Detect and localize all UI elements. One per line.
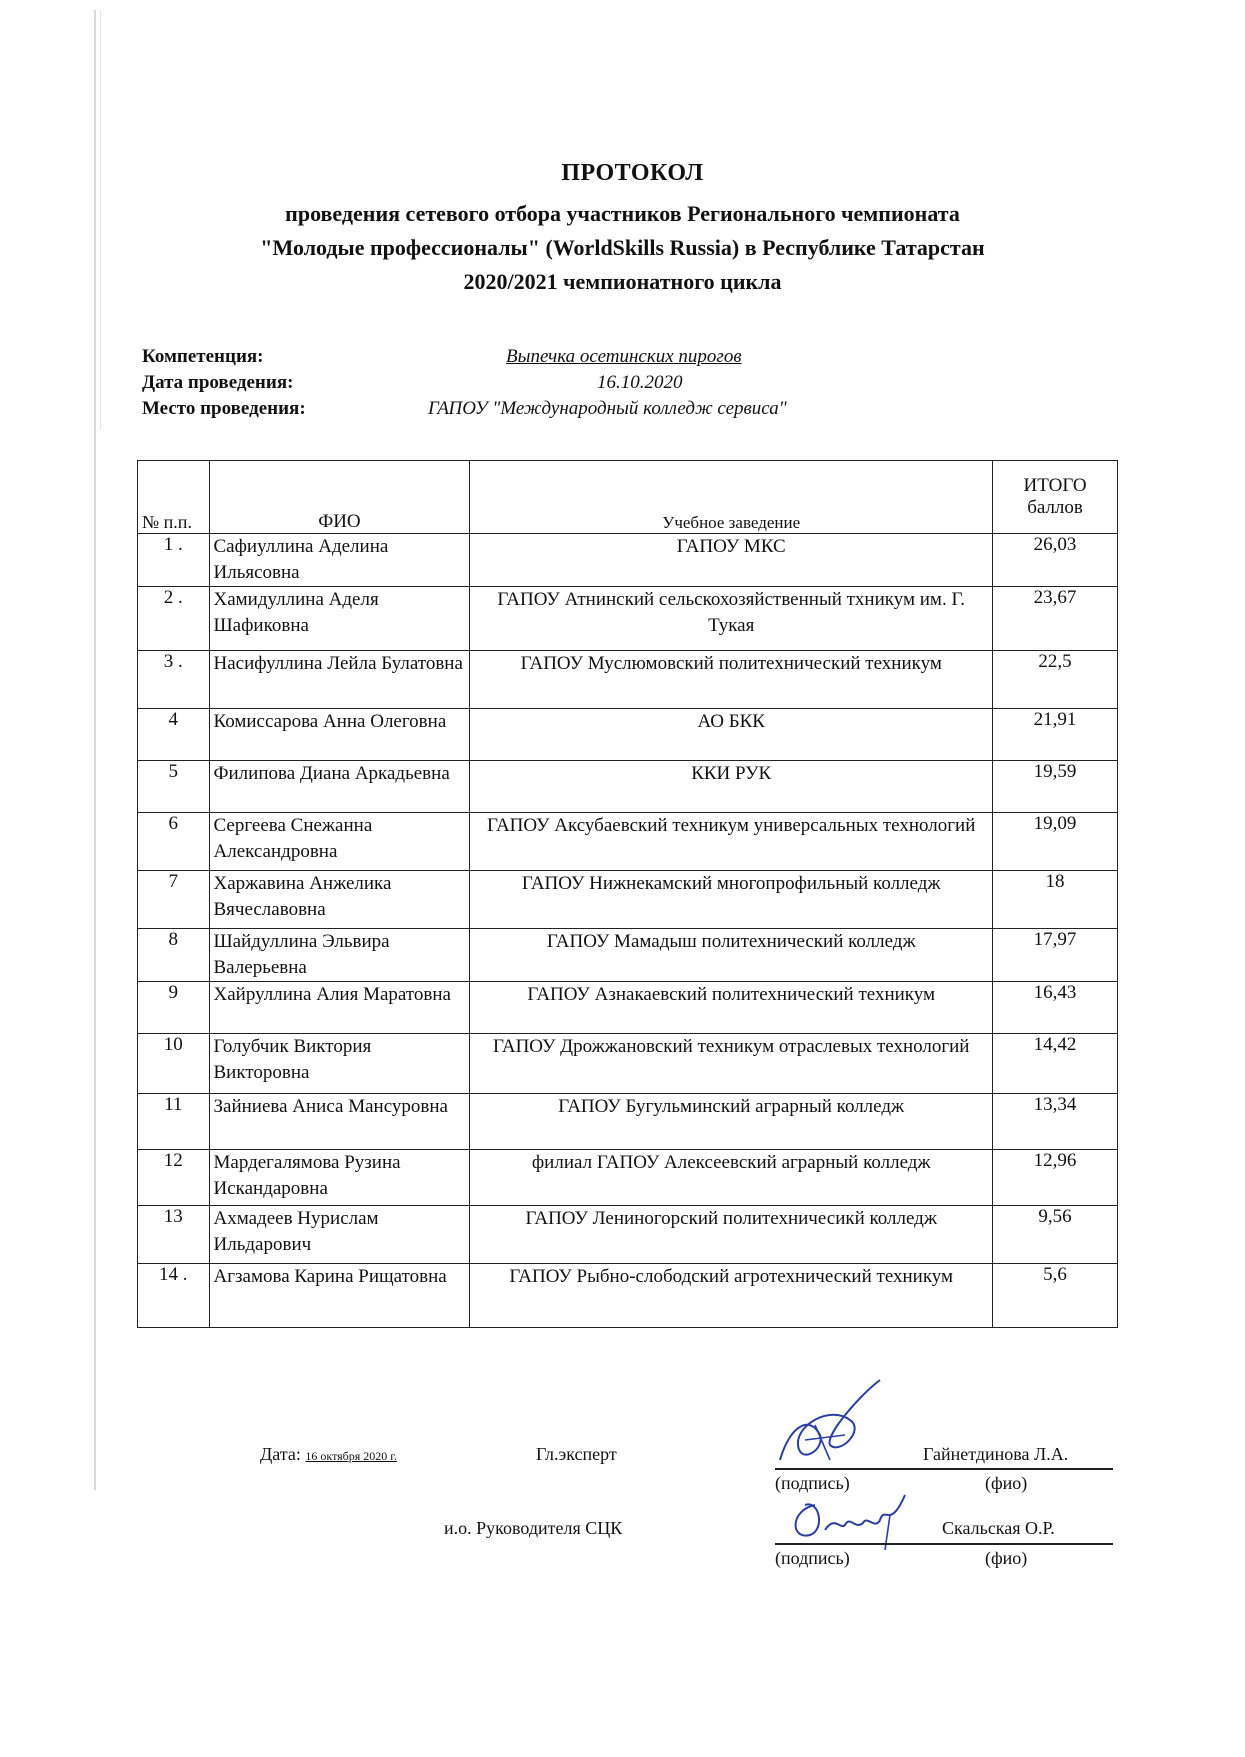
table-row — [138, 709, 1118, 761]
footer-date-label: Дата: — [260, 1444, 301, 1464]
row-edu: ККИ РУК — [470, 761, 993, 813]
row-fio: Сергеева Снежанна Александровна — [209, 813, 470, 871]
row-edu: ГАПОУ Атнинский сельскохозяйственный тхникум им. Г. Тукая — [470, 587, 993, 651]
table-row — [138, 813, 1118, 871]
signature-rule-2 — [775, 1543, 1113, 1545]
row-total: 21,91 — [993, 709, 1118, 761]
sign-caption-1: (подпись) — [775, 1473, 850, 1493]
header-line-1: проведения сетевого отбора участников Регионального чемпионата — [285, 201, 960, 226]
row-fio: Голубчик Виктория Викторовна — [209, 1034, 470, 1094]
table-row — [138, 651, 1118, 709]
row-fio: Комиссарова Анна Олеговна — [209, 709, 470, 761]
row-num: 14 . — [138, 1264, 210, 1328]
row-total: 22,5 — [993, 651, 1118, 709]
row-total: 19,59 — [993, 761, 1118, 813]
row-total: 17,97 — [993, 929, 1118, 982]
table-row — [138, 1264, 1118, 1328]
table-row — [138, 982, 1118, 1034]
competence-label: Компетенция: — [142, 346, 264, 367]
row-fio: Ахмадеев Нурислам Ильдарович — [209, 1206, 470, 1264]
row-total: 23,67 — [993, 587, 1118, 651]
competition-meta — [142, 346, 1042, 424]
header-edu: Учебное заведение — [470, 461, 993, 534]
row-edu: ГАПОУ Бугульминский аграрный колледж — [470, 1094, 993, 1150]
row-num: 5 — [138, 761, 210, 813]
date-label: Дата проведения: — [142, 372, 294, 393]
row-edu: ГАПОУ Нижнекамский многопрофильный колледж — [470, 871, 993, 929]
header-num: № п.п. — [138, 461, 210, 534]
row-total: 26,03 — [993, 534, 1118, 587]
row-num: 3 . — [138, 651, 210, 709]
competence-value: Выпечка осетинских пирогов — [506, 346, 742, 367]
fio-caption-1: (фио) — [985, 1473, 1028, 1493]
header-fio: ФИО — [209, 461, 470, 534]
row-num: 6 — [138, 813, 210, 871]
row-edu: ГАПОУ Азнакаевский политехнический техникум — [470, 982, 993, 1034]
row-total: 14,42 — [993, 1034, 1118, 1094]
row-edu: филиал ГАПОУ Алексеевский аграрный колледж — [470, 1150, 993, 1206]
header-total — [993, 461, 1118, 534]
row-num: 11 — [138, 1094, 210, 1150]
table-row — [138, 871, 1118, 929]
table-row — [138, 929, 1118, 982]
sign-caption-2: (подпись) — [775, 1548, 850, 1568]
row-fio: Агзамова Карина Рищатовна — [209, 1264, 470, 1328]
row-num: 9 — [138, 982, 210, 1034]
row-num: 12 — [138, 1150, 210, 1206]
row-total: 19,09 — [993, 813, 1118, 871]
row-edu: ГАПОУ Аксубаевский техникум универсальных технологий — [470, 813, 993, 871]
signature-rule-1 — [775, 1468, 1113, 1470]
row-fio: Шайдуллина Эльвира Валерьевна — [209, 929, 470, 982]
date-value: 16.10.2020 — [597, 372, 683, 393]
row-total: 5,6 — [993, 1264, 1118, 1328]
table-row — [138, 1206, 1118, 1264]
table-row — [138, 587, 1118, 651]
row-edu: ГАПОУ Дрожжановский техникум отраслевых технологий — [470, 1034, 993, 1094]
row-total: 9,56 — [993, 1206, 1118, 1264]
header-line-2: "Молодые профессионалы" (WorldSkills Russia) в Республике Татарстан — [260, 235, 985, 260]
table-row — [138, 1150, 1118, 1206]
place-label: Место проведения: — [142, 398, 306, 419]
row-num: 13 — [138, 1206, 210, 1264]
row-fio: Филипова Диана Аркадьевна — [209, 761, 470, 813]
header-total-line1: ИТОГО — [1023, 475, 1087, 496]
row-num: 7 — [138, 871, 210, 929]
header-line-3: 2020/2021 чемпионатного цикла — [463, 269, 782, 294]
fio-caption-2: (фио) — [985, 1548, 1028, 1568]
row-edu: ГАПОУ Муслюмовский политехнический техникум — [470, 651, 993, 709]
row-fio: Мардегалямова Рузина Искандаровна — [209, 1150, 470, 1206]
footer-role-2: и.о. Руководителя СЦК — [444, 1518, 623, 1538]
row-fio: Насифуллина Лейла Булатовна — [209, 651, 470, 709]
signature-1 — [770, 1375, 900, 1475]
row-edu: АО БКК — [470, 709, 993, 761]
row-fio: Сафиуллина Аделина Ильясовна — [209, 534, 470, 587]
table-row — [138, 534, 1118, 587]
header-total-line2: баллов — [1027, 497, 1083, 518]
row-num: 10 — [138, 1034, 210, 1094]
row-total: 13,34 — [993, 1094, 1118, 1150]
footer-role-1: Гл.эксперт — [536, 1444, 617, 1464]
row-total: 18 — [993, 871, 1118, 929]
row-fio: Хайруллина Алия Маратовна — [209, 982, 470, 1034]
footer-name-1: Гайнетдинова Л.А. — [923, 1444, 1069, 1464]
row-num: 1 . — [138, 534, 210, 587]
row-num: 4 — [138, 709, 210, 761]
row-edu: ГАПОУ Лениногорский политехничесикй колледж — [470, 1206, 993, 1264]
table-row — [138, 761, 1118, 813]
row-edu: ГАПОУ Рыбно-слободский агротехнический техникум — [470, 1264, 993, 1328]
footer-date-value: 16 октября 2020 г. — [305, 1449, 397, 1463]
footer-date — [260, 1444, 397, 1465]
table-header-row — [138, 461, 1118, 534]
footer-name-2: Скальская О.Р. — [942, 1518, 1055, 1538]
row-edu: ГАПОУ Мамадыш политехнический колледж — [470, 929, 993, 982]
place-value: ГАПОУ "Международный колледж сервиса" — [428, 398, 787, 419]
row-num: 8 — [138, 929, 210, 982]
table-row — [138, 1034, 1118, 1094]
document-title: ПРОТОКОЛ — [561, 160, 704, 186]
row-num: 2 . — [138, 587, 210, 651]
row-total: 16,43 — [993, 982, 1118, 1034]
row-total: 12,96 — [993, 1150, 1118, 1206]
row-fio: Хамидуллина Аделя Шафиковна — [209, 587, 470, 651]
document-header — [0, 160, 1245, 299]
row-fio: Зайниева Аниса Мансуровна — [209, 1094, 470, 1150]
row-edu: ГАПОУ МКС — [470, 534, 993, 587]
row-fio: Харжавина Анжелика Вячеславовна — [209, 871, 470, 929]
table-row — [138, 1094, 1118, 1150]
results-table — [137, 460, 1118, 1328]
